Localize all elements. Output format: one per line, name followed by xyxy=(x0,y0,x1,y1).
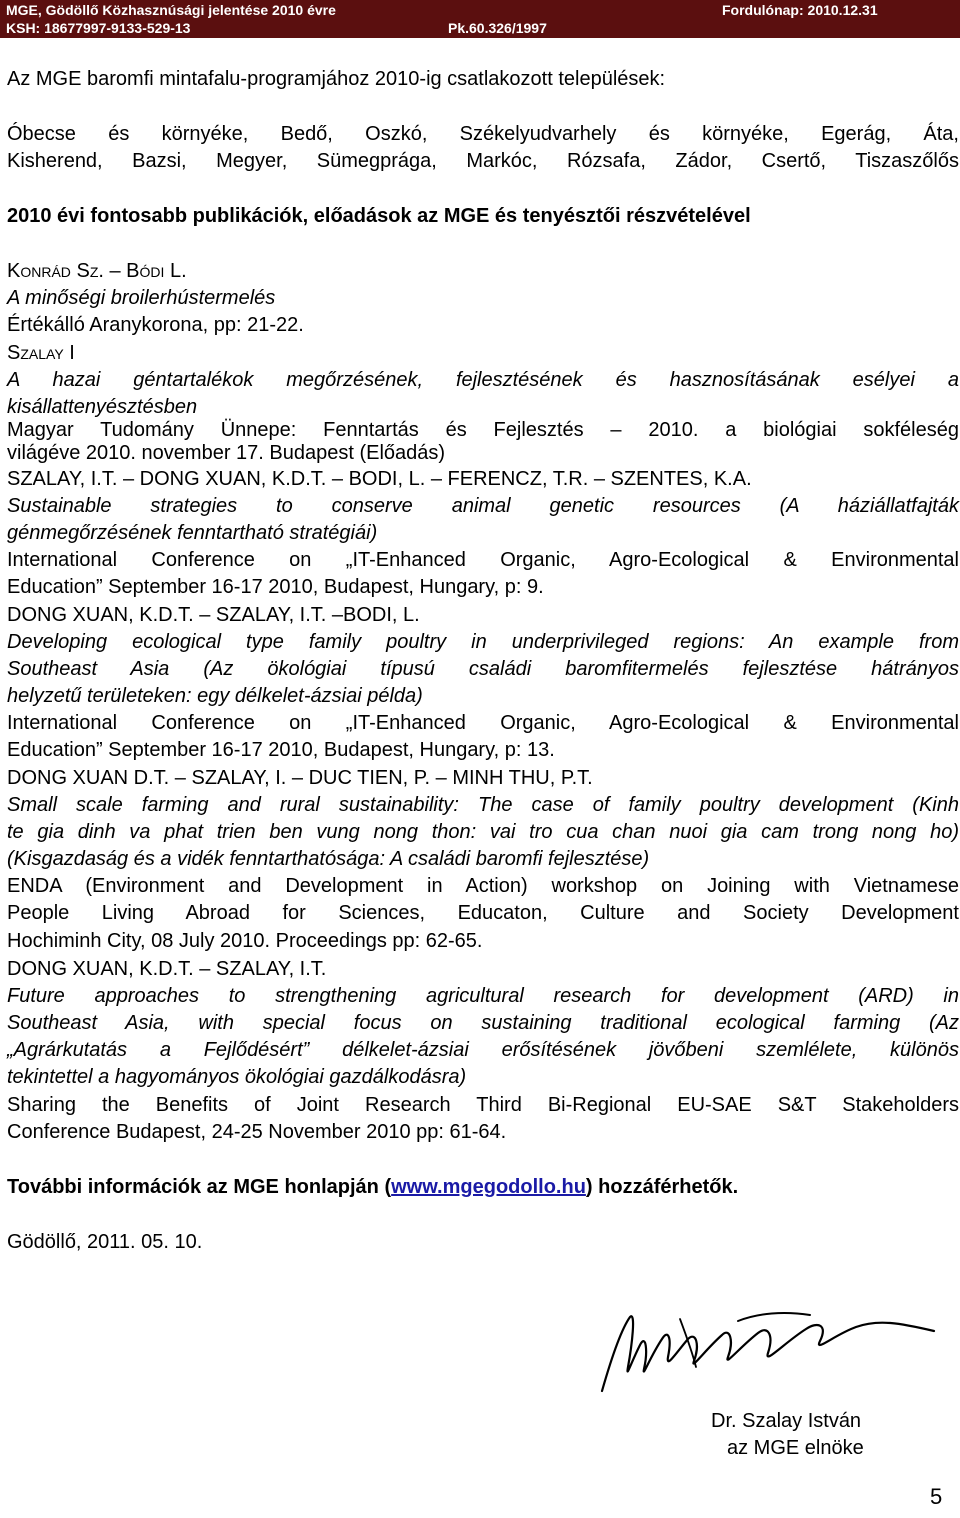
pub1-title: A minőségi broilerhústermelés xyxy=(7,287,276,309)
pub2-title-line-2: kisállattenyésztésben xyxy=(7,396,198,418)
page-number: 5 xyxy=(930,1484,943,1509)
pub3-title-line-1: Sustainable strategies to conserve animal genetic resources (A háziállatfajták xyxy=(7,495,959,517)
pub4-title-line-2: Southeast Asia (Az ökológiai típusú családi baromfitermelés fejlesztése hátrányos xyxy=(7,658,959,680)
pub5-title-line-3: (Kisgazdaság és a vidék fenntarthatósága: A családi baromfi fejlesztése) xyxy=(7,848,650,870)
place-date: Gödöllő, 2011. 05. 10. xyxy=(7,1231,203,1253)
pub2-source-line-1: Magyar Tudomány Ünnepe: Fenntartás és Fejlesztés – 2010. a biológiai sokféleség xyxy=(7,419,959,441)
pub6-source-line-2: Conference Budapest, 24-25 November 2010 pp: 61-64. xyxy=(7,1121,507,1143)
pub5-title-line-2: te gia dinh va phat trien ben vung nong thon: vai tro cua chan nuoi gia cam trong nong ho) xyxy=(7,821,959,843)
website-link[interactable]: www.mgegodollo.hu xyxy=(391,1176,586,1198)
pub3-source-line-1: International Conference on „IT-Enhanced Organic, Agro-Ecological & Environmental xyxy=(7,549,959,571)
pub2-authors: SZALAY I xyxy=(7,342,75,364)
header-date: Fordulónap: 2010.12.31 xyxy=(722,2,878,18)
header-ksh: KSH: 18677997-9133-529-13 xyxy=(6,20,191,36)
pub3-authors: SZALAY, I.T. – DONG XUAN, K.D.T. – BODI, L. – FERENCZ, T.R. – SZENTES, K.A. xyxy=(7,468,752,490)
pub5-source-line-2: People Living Abroad for Sciences, Educaton, Culture and Society Development xyxy=(7,902,959,924)
places-line-2: Kisherend, Bazsi, Megyer, Sümegprága, Markóc, Rózsafa, Zádor, Csertő, Tiszaszőlős xyxy=(7,150,959,172)
pub4-authors: DONG XUAN, K.D.T. – SZALAY, I.T. –BODI, L. xyxy=(7,604,420,626)
pub2-title-line-1: A hazai géntartalékok megőrzésének, fejlesztésének és hasznosításának esélyei a xyxy=(7,369,959,391)
pub5-source-line-3: Hochiminh City, 08 July 2010. Proceedings pp: 62-65. xyxy=(7,930,483,952)
signer-name: Dr. Szalay István xyxy=(711,1410,862,1432)
pub6-title-line-2: Southeast Asia, with special focus on sustaining traditional ecological farming (Az xyxy=(7,1012,959,1034)
pub3-title-line-2: génmegőrzésének fenntartható stratégiái) xyxy=(7,522,378,544)
pub3-source-line-2: Education” September 16-17 2010, Budapest, Hungary, p: 9. xyxy=(7,576,544,598)
more-info-line: További információk az MGE honlapján (www.mgegodollo.hu) hozzáférhetők. xyxy=(7,1176,739,1198)
pub1-authors: KONRÁD SZ. – BÓDI L. xyxy=(7,260,187,282)
pub6-title-line-1: Future approaches to strengthening agricultural research for development (ARD) in xyxy=(7,985,959,1007)
pub4-source-line-2: Education” September 16-17 2010, Budapest, Hungary, p: 13. xyxy=(7,739,555,761)
pub6-authors: DONG XUAN, K.D.T. – SZALAY, I.T. xyxy=(7,958,327,980)
pub5-source-line-1: ENDA (Environment and Development in Action) workshop on Joining with Vietnamese xyxy=(7,875,959,897)
page-header xyxy=(0,0,960,38)
handwritten-signature xyxy=(588,1305,948,1410)
publications-heading: 2010 évi fontosabb publikációk, előadások az MGE és tenyésztői részvételével xyxy=(7,205,751,227)
pub6-title-line-4: tekintettel a hagyományos ökológiai gazdálkodásra) xyxy=(7,1066,467,1088)
signer-role: az MGE elnöke xyxy=(727,1437,864,1459)
places-line-1: Óbecse és környéke, Bedő, Oszkó, Székelyudvarhely és környéke, Egerág, Áta, xyxy=(7,123,959,145)
pub5-title-line-1: Small scale farming and rural sustainability: The case of family poultry development (Kinh xyxy=(7,794,959,816)
pub1-source: Értékálló Aranykorona, pp: 21-22. xyxy=(7,314,304,336)
pub6-title-line-3: „Agrárkutatás a Fejlődésért” délkelet-ázsiai erősítésének jövőbeni szemlélete, különös xyxy=(7,1039,959,1061)
pub5-authors: DONG XUAN D.T. – SZALAY, I. – DUC TIEN, P. – MINH THU, P.T. xyxy=(7,767,593,789)
pub4-title-line-1: Developing ecological type family poultry in underprivileged regions: An example from xyxy=(7,631,959,653)
pub2-source-line-2: világéve 2010. november 17. Budapest (Előadás) xyxy=(7,442,446,464)
header-pk: Pk.60.326/1997 xyxy=(448,20,547,36)
header-title: MGE, Gödöllő Közhasznúsági jelentése 2010 évre xyxy=(6,2,336,18)
pub6-source-line-1: Sharing the Benefits of Joint Research Third Bi-Regional EU-SAE S&T Stakeholders xyxy=(7,1094,959,1116)
pub4-source-line-1: International Conference on „IT-Enhanced Organic, Agro-Ecological & Environmental xyxy=(7,712,959,734)
intro-heading: Az MGE baromfi mintafalu-programjához 2010-ig csatlakozott települések: xyxy=(7,68,666,90)
pub4-title-line-3: helyzetű területeken: egy délkelet-ázsiai példa) xyxy=(7,685,423,707)
